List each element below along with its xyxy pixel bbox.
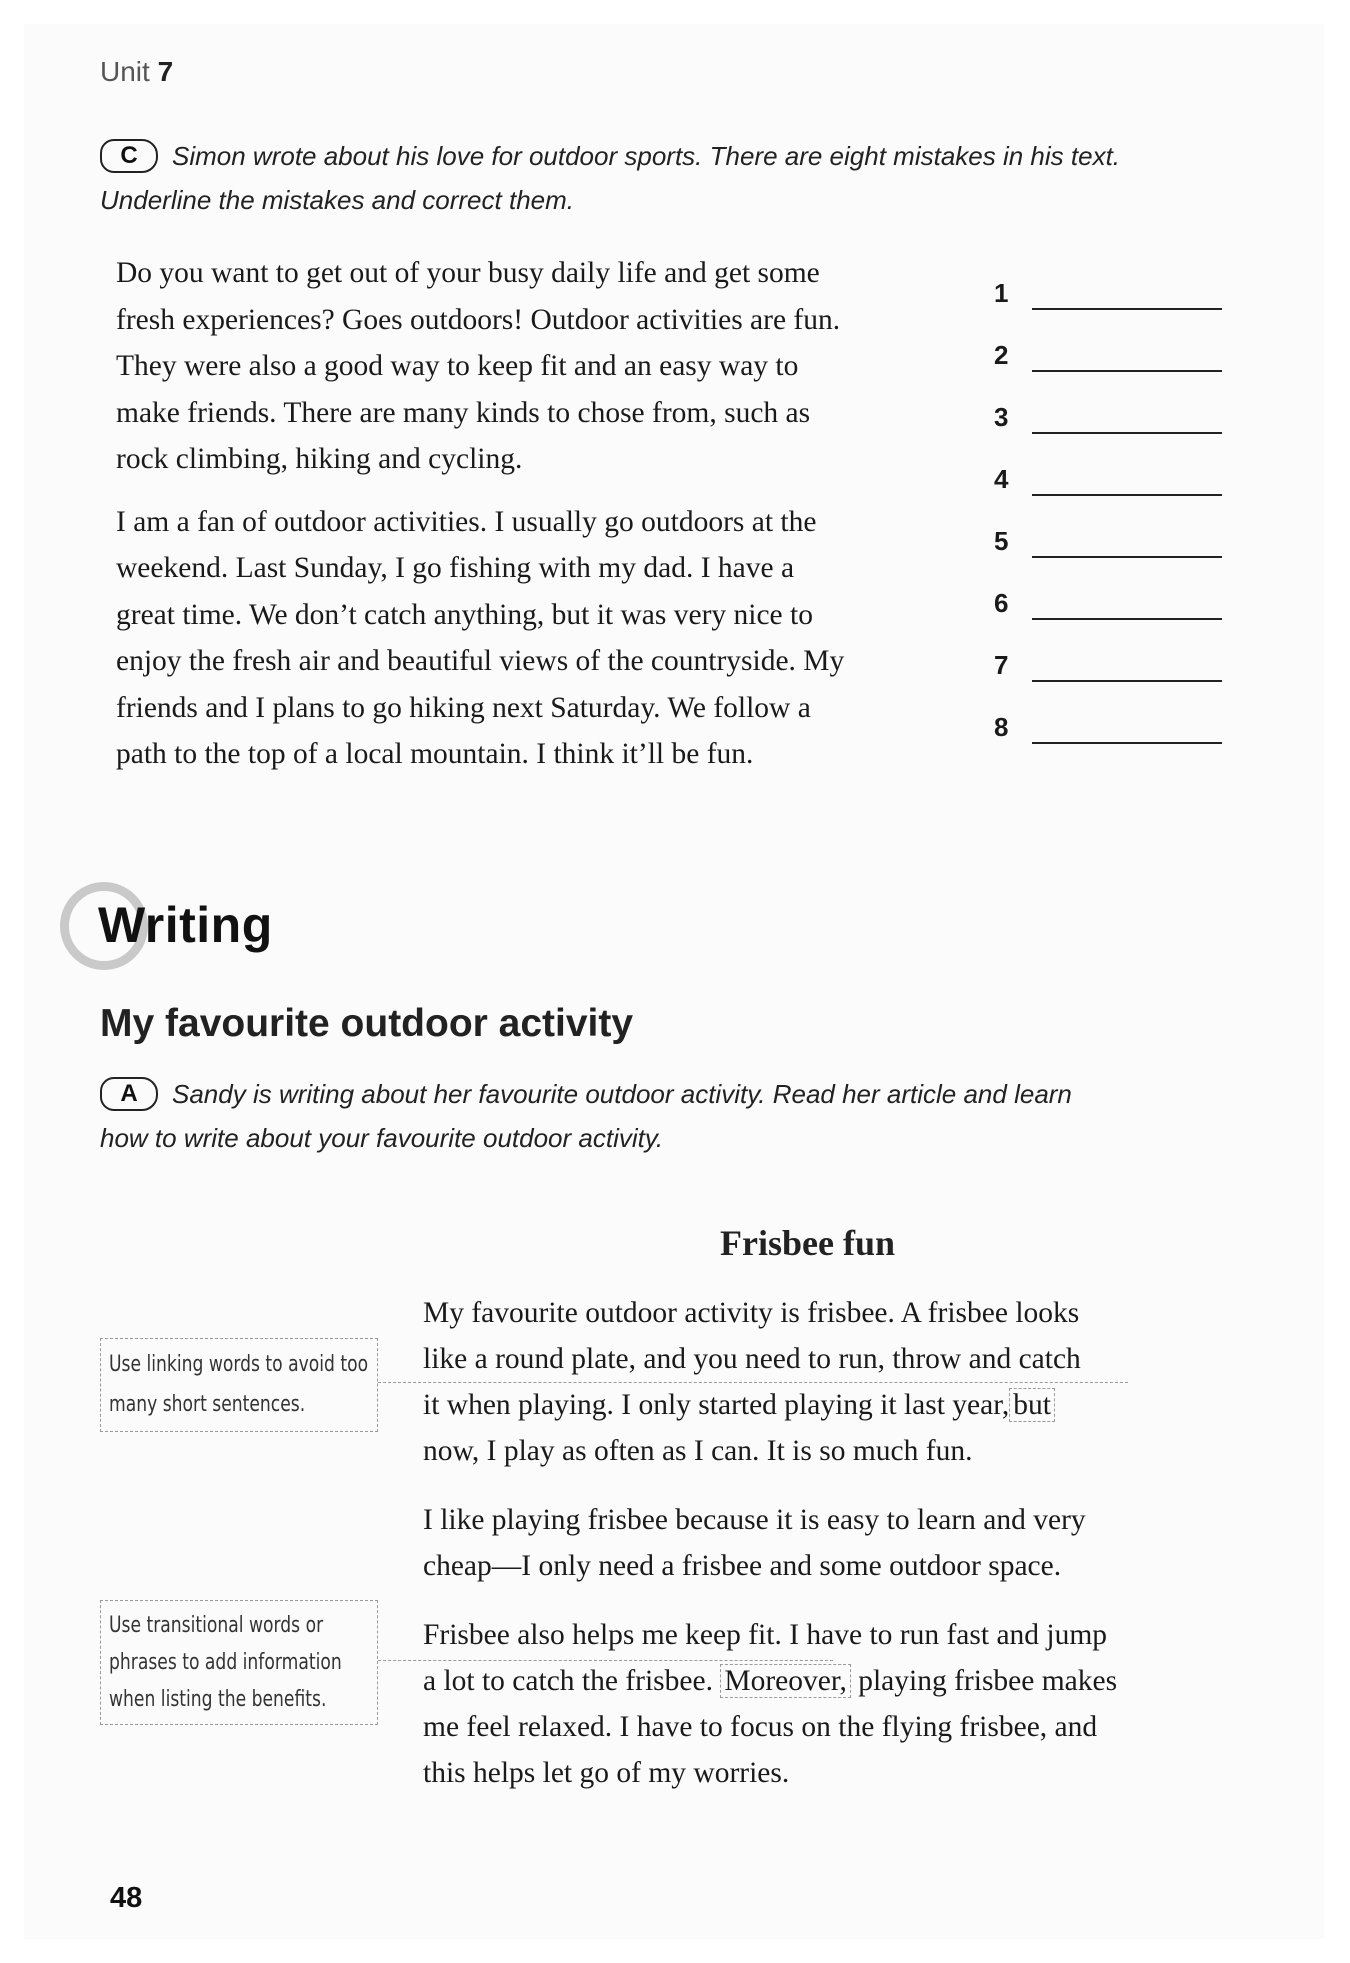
tip-line: many short sentences.	[109, 1392, 306, 1417]
answer-blank[interactable]	[1032, 494, 1222, 496]
exercise-a-instruction-line: how to write about your favourite outdoor activity.	[100, 1123, 664, 1153]
text-fragment: a lot to catch the frisbee.	[423, 1665, 713, 1697]
text-line: I am a fan of outdoor activities. I usually go outdoors at the	[116, 505, 817, 538]
text-fragment: it when playing. I only started playing it last year,	[423, 1389, 1010, 1421]
tip-connector	[378, 1660, 833, 1661]
answer-number: 1	[994, 278, 1009, 308]
text-line	[423, 1382, 1223, 1428]
exercise-c-instruction-line: Underline the mistakes and correct them.	[100, 185, 574, 215]
answer-number: 6	[994, 588, 1009, 618]
unit-label	[100, 56, 173, 88]
text-fragment: playing frisbee makes	[858, 1665, 1118, 1697]
answer-blank[interactable]	[1032, 556, 1222, 558]
article-paragraph-2	[423, 1497, 1223, 1589]
exercise-c-instruction	[100, 134, 1120, 222]
text-line: I like playing frisbee because it is easy to learn and very	[423, 1504, 1086, 1536]
answer-number: 4	[994, 464, 1009, 494]
answer-blank[interactable]	[1032, 618, 1222, 620]
answer-blank[interactable]	[1032, 370, 1222, 372]
text-line: My favourite outdoor activity is frisbee. A frisbee looks	[423, 1297, 1080, 1329]
text-line: now, I play as often as I can. It is so much fun.	[423, 1435, 973, 1467]
tip-box-transitional-words	[100, 1600, 378, 1725]
answer-blank[interactable]	[1032, 308, 1222, 310]
unit-number: 7	[157, 56, 174, 87]
exercise-c-instruction-line: Simon wrote about his love for outdoor sports. There are eight mistakes in his text.	[172, 141, 1121, 171]
section-heading: My favourite outdoor activity	[100, 1002, 634, 1045]
writing-logo-text: Writing	[98, 897, 273, 953]
tip-line: Use transitional words or	[109, 1613, 324, 1638]
text-line: weekend. Last Sunday, I go fishing with my dad. I have a	[116, 552, 795, 584]
answer-blank[interactable]	[1032, 742, 1222, 744]
text-line: fresh experiences? Goes outdoors! Outdoor activities are fun.	[116, 303, 841, 336]
answer-blank[interactable]	[1032, 432, 1222, 434]
tip-line: when listing the benefits.	[109, 1687, 327, 1712]
unit-word: Unit	[100, 56, 150, 87]
article-title: Frisbee fun	[720, 1223, 895, 1263]
article-body	[423, 1290, 1223, 1819]
exercise-a-instruction	[100, 1072, 1072, 1160]
writing-section-logo	[58, 878, 318, 988]
text-line: rock climbing, hiking and cycling.	[116, 443, 523, 475]
answer-number: 3	[994, 402, 1009, 432]
text-line	[423, 1658, 1223, 1704]
text-line: Do you want to get out of your busy daily life and get some	[116, 257, 820, 289]
answer-number: 7	[994, 650, 1009, 680]
answer-number: 2	[994, 340, 1009, 370]
text-line: like a round plate, and you need to run, throw and catch	[423, 1343, 1081, 1375]
text-line: make friends. There are many kinds to chose from, such as	[116, 396, 811, 429]
highlighted-transitional-word: Moreover,	[720, 1664, 851, 1698]
simon-paragraph-2	[116, 499, 966, 778]
simon-text	[116, 250, 966, 794]
text-line: Frisbee also helps me keep fit. I have to run fast and jump	[423, 1619, 1108, 1651]
text-line: great time. We don’t catch anything, but it was very nice to	[116, 598, 813, 631]
exercise-a-badge: A	[100, 1077, 158, 1111]
text-line: path to the top of a local mountain. I think it’ll be fun.	[116, 738, 754, 770]
tip-box-linking-words	[100, 1338, 378, 1432]
answer-blank[interactable]	[1032, 680, 1222, 682]
tip-line: Use linking words to avoid too	[109, 1352, 369, 1377]
text-line: friends and I plans to go hiking next Saturday. We follow a	[116, 691, 811, 724]
tip-connector	[378, 1382, 1128, 1383]
text-line: cheap—I only need a frisbee and some outdoor space.	[423, 1550, 1062, 1582]
text-line: They were also a good way to keep fit and an easy way to	[116, 350, 799, 382]
page-number: 48	[110, 1882, 143, 1914]
answer-number: 5	[994, 526, 1009, 556]
exercise-a-instruction-line: Sandy is writing about her favourite outdoor activity. Read her article and learn	[172, 1079, 1072, 1109]
text-line: enjoy the fresh air and beautiful views of the countryside. My	[116, 645, 845, 677]
text-line: this helps let go of my worries.	[423, 1757, 790, 1789]
tip-line: phrases to add information	[109, 1650, 342, 1675]
answer-number: 8	[994, 712, 1009, 742]
simon-paragraph-1	[116, 250, 966, 483]
highlighted-linking-word: but	[1009, 1388, 1055, 1422]
exercise-c-badge: C	[100, 139, 158, 173]
text-line: me feel relaxed. I have to focus on the flying frisbee, and	[423, 1711, 1098, 1743]
article-paragraph-3	[423, 1612, 1223, 1796]
